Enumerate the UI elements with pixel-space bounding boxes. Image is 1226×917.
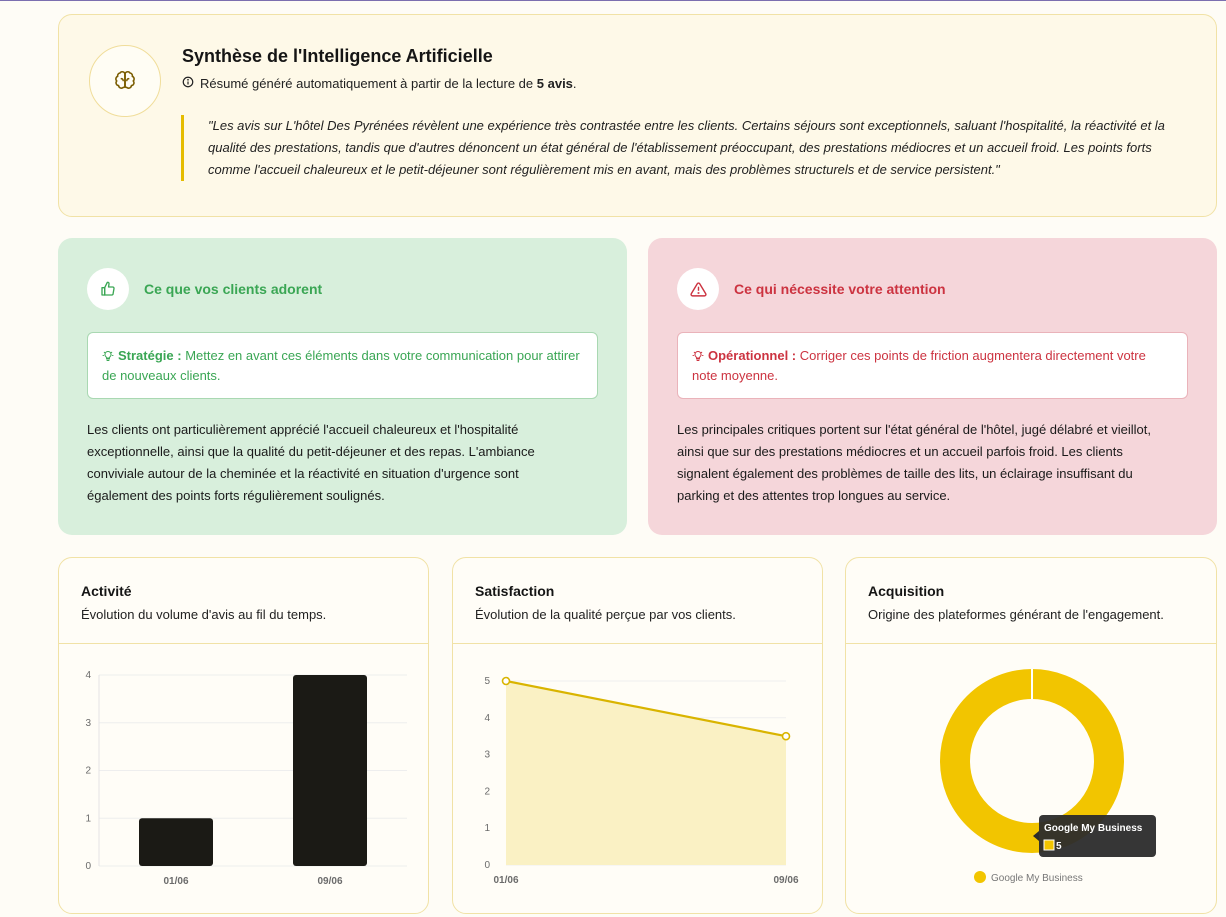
card-header	[846, 558, 1216, 644]
thumbs-up-icon	[87, 268, 129, 310]
data-point	[503, 678, 510, 685]
negative-feedback-panel	[648, 238, 1217, 535]
acquisition-chart-card	[845, 557, 1217, 914]
satisfaction-chart-card	[452, 557, 823, 914]
operational-tip-text: Corriger ces points de friction augmentera directement votre note moyenne.	[692, 348, 1146, 383]
y-tick-label: 2	[85, 765, 91, 777]
acquisition-subtitle: Origine des plateformes générant de l'engagement.	[868, 607, 1164, 622]
satisfaction-area-chart	[453, 644, 823, 914]
y-tick-label: 5	[484, 676, 490, 687]
lightbulb-icon	[692, 349, 704, 367]
ai-summary-quote: "Les avis sur L'hôtel Des Pyrénées révèlent une expérience très contrastée entre les clients. Certains séjours sont exceptionnels, saluant l'hospitalité, la réactivité et la qualité des prestations, tandis que d'autres dénoncent un état général de l'établissement préoccupant, des prestations médiocres et un accueil froid. Les points forts comme l'accueil chaleureux et le petit-déjeuner sont régulièrement mis en avant, mais des problèmes structurels et de service persistent."	[181, 115, 1186, 181]
tooltip-title: Google My Business	[1044, 823, 1143, 834]
ai-synthesis-title: Synthèse de l'Intelligence Artificielle	[182, 46, 493, 66]
lightbulb-icon	[102, 349, 114, 367]
tooltip-value: 5	[1056, 841, 1062, 852]
legend-swatch	[974, 871, 986, 883]
bar	[139, 818, 213, 866]
positive-feedback-panel	[58, 238, 627, 535]
strategy-tip-label: Stratégie :	[118, 348, 182, 363]
positive-summary-text: Les clients ont particulièrement apprécié l'accueil chaleureux et l'hospitalité exceptionnelle, ainsi que la qualité du petit-déjeuner et des repas. L'ambiance conviviale autour de la cheminée et la réactivité en situation d'urgence sont également des points forts régulièrement soulignés.	[87, 422, 535, 503]
subtitle-suffix: .	[572, 76, 577, 91]
y-tick-label: 0	[484, 860, 490, 871]
y-tick-label: 0	[85, 861, 91, 872]
top-border-line	[0, 0, 1226, 1]
data-point	[783, 733, 790, 740]
ai-synthesis-card	[58, 14, 1217, 217]
review-count: 5 avis	[536, 76, 573, 91]
x-tick-label: 09/06	[317, 876, 343, 887]
tooltip-swatch	[1044, 840, 1054, 850]
x-tick-label: 01/06	[493, 875, 519, 886]
acquisition-title: Acquisition	[868, 583, 945, 599]
negative-panel-title: Ce qui nécessite votre attention	[734, 281, 946, 297]
legend-label: Google My Business	[991, 873, 1083, 884]
activity-subtitle: Évolution du volume d'avis au fil du temps.	[81, 607, 327, 622]
activity-chart-card	[58, 557, 429, 914]
y-tick-label: 1	[85, 813, 91, 825]
info-icon	[182, 76, 194, 91]
y-tick-label: 1	[484, 823, 490, 835]
card-header	[59, 558, 428, 644]
y-tick-label: 3	[85, 717, 91, 729]
x-tick-label: 09/06	[773, 875, 799, 886]
satisfaction-subtitle: Évolution de la qualité perçue par vos clients.	[475, 607, 736, 622]
y-tick-label: 2	[484, 786, 490, 798]
y-tick-label: 4	[85, 670, 91, 681]
positive-panel-title: Ce que vos clients adorent	[144, 281, 323, 297]
card-header	[453, 558, 822, 644]
operational-tip-box	[677, 332, 1188, 399]
operational-tip-label: Opérationnel :	[708, 348, 797, 363]
brain-icon	[89, 45, 161, 117]
y-tick-label: 3	[484, 749, 490, 761]
acquisition-donut-chart	[846, 644, 1217, 914]
negative-summary-text: Les principales critiques portent sur l'état général de l'hôtel, jugé délabré et vieillot, ainsi que sur des prestations médiocres et un accueil parfois froid. Les clients signalent également des problèmes de taille des lits, un éclairage insuffisant du parking et des attentes trop longues au service.	[677, 422, 1151, 503]
ai-synthesis-subtitle	[182, 76, 577, 91]
x-tick-label: 01/06	[163, 876, 189, 887]
strategy-tip-text: Mettez en avant ces éléments dans votre communication pour attirer de nouveaux clients.	[102, 348, 580, 383]
donut-slice	[955, 684, 1109, 838]
strategy-tip-box	[87, 332, 598, 399]
warning-triangle-icon	[677, 268, 719, 310]
activity-title: Activité	[81, 583, 132, 599]
y-tick-label: 4	[484, 712, 490, 724]
subtitle-prefix: Résumé généré automatiquement à partir de la lecture de	[200, 76, 534, 91]
satisfaction-title: Satisfaction	[475, 583, 555, 599]
bar	[293, 675, 367, 866]
activity-bar-chart	[59, 644, 429, 914]
